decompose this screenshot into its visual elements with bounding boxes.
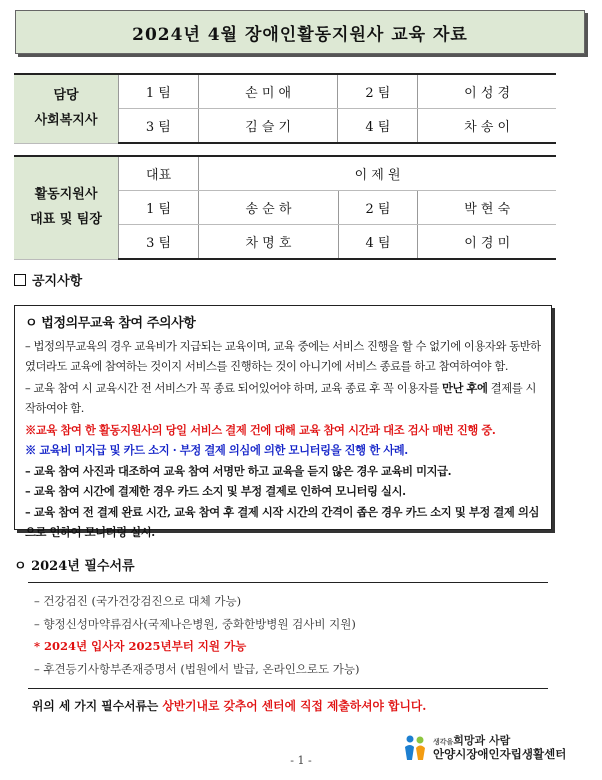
monitoring-case: – 교육 참여 전 결제 완료 시간, 교육 참여 후 결제 시작 시간의 간격이 좁은 경우 카드 소지 및 부정 결제 의심으로 인하여 모니터링 실시. [25, 504, 540, 539]
team-label: 4 팀 [338, 109, 418, 144]
required-docs-title: ㅇ 2024년 필수서류 [14, 559, 135, 574]
divider [28, 582, 548, 583]
notice-box [14, 305, 552, 539]
notice-line: – 법정의무교육의 경우 교육비가 지급되는 교육이며, 교육 중에는 서비스 진행을 할 수 없기에 이용자와 동반하였더라도 교육에 참여하는 것이지 서비스를 진행하는 것이 아니기에 서비스 종료를 하고 참여하여야 함. [25, 339, 541, 373]
staff-name: 차 명 호 [199, 225, 339, 260]
assistant-leaders-table [14, 155, 556, 260]
staff-name: 이 경 미 [418, 225, 556, 260]
center-logo-icon [402, 733, 428, 763]
center-logo: 생각을희망과 사람 안양시장애인자립생활센터 [402, 733, 566, 763]
monitoring-case-title: ※ 교육비 미지급 및 카드 소지 · 부정 결제 의심에 의한 모니터링을 진행 한 사례. [25, 443, 408, 457]
page-number: - 1 - [290, 754, 312, 767]
warning-line: ※교육 참여 한 활동지원사의 당일 서비스 결제 건에 대해 교육 참여 시간과 대조 검사 매번 진행 중. [25, 422, 496, 437]
staff-name: 송 순 하 [199, 191, 339, 225]
notice-box-title: ㅇ 법정의무교육 참여 주의사항 [25, 316, 196, 331]
social-worker-table [14, 73, 556, 144]
list-item: – 향정신성마약류검사(국제나은병원, 중화한방병원 검사비 지원) [34, 616, 356, 631]
list-item: – 건강검진 (국가건강검진으로 대체 가능) [34, 594, 242, 608]
checkbox-square-icon [14, 274, 26, 286]
staff-name: 김 슬 기 [198, 109, 338, 144]
team-label: 4 팀 [338, 225, 418, 260]
team-label: 3 팀 [119, 109, 199, 144]
monitoring-case: – 교육 참여 사진과 대조하여 교육 참여 서명만 하고 교육을 듣지 않은 경우 교육비 미지급. [25, 463, 452, 478]
staff-name: 차 송 이 [418, 109, 556, 144]
staff-name: 박 현 숙 [418, 191, 556, 225]
document-title: 2024년 4월 장애인활동지원사 교육 자료 [15, 10, 585, 54]
rep-label: 대표 [119, 156, 199, 191]
divider [28, 688, 548, 689]
team-label: 2 팀 [338, 74, 418, 109]
table-row [14, 156, 556, 191]
staff-name: 이 성 경 [418, 74, 556, 109]
list-item: – 후견등기사항부존재증명서 (법원에서 발급, 온라인으로도 가능) [34, 661, 360, 676]
assistant-header: 활동지원사 대표 및 팀장 [14, 156, 119, 259]
notice-line: – 교육 참여 시 교육시간 전 서비스가 꼭 종료 되어있어야 하며, 교육 종료 후 꼭 이용자를 만난 후에 결제를 시작하여야 함. [25, 380, 536, 415]
team-label: 1 팀 [119, 74, 199, 109]
team-label: 2 팀 [338, 191, 418, 225]
table-row [14, 74, 556, 109]
submission-note: 위의 세 가지 필수서류는 상반기내로 갖추어 센터에 직접 제출하셔야 합니다. [32, 699, 427, 713]
team-label: 1 팀 [119, 191, 199, 225]
team-label: 3 팀 [119, 225, 199, 260]
list-item: * 2024년 입사자 2025년부터 지원 가능 [34, 639, 247, 653]
required-docs-list [34, 590, 360, 680]
social-worker-header: 담당 사회복지사 [14, 74, 119, 143]
monitoring-case: – 교육 참여 시간에 결제한 경우 카드 소지 및 부정 결제로 인하여 모니터링 실시. [25, 484, 406, 498]
notice-section-title: 공지사항 [14, 270, 82, 289]
rep-name: 이 제 원 [199, 156, 556, 191]
staff-name: 손 미 애 [198, 74, 338, 109]
